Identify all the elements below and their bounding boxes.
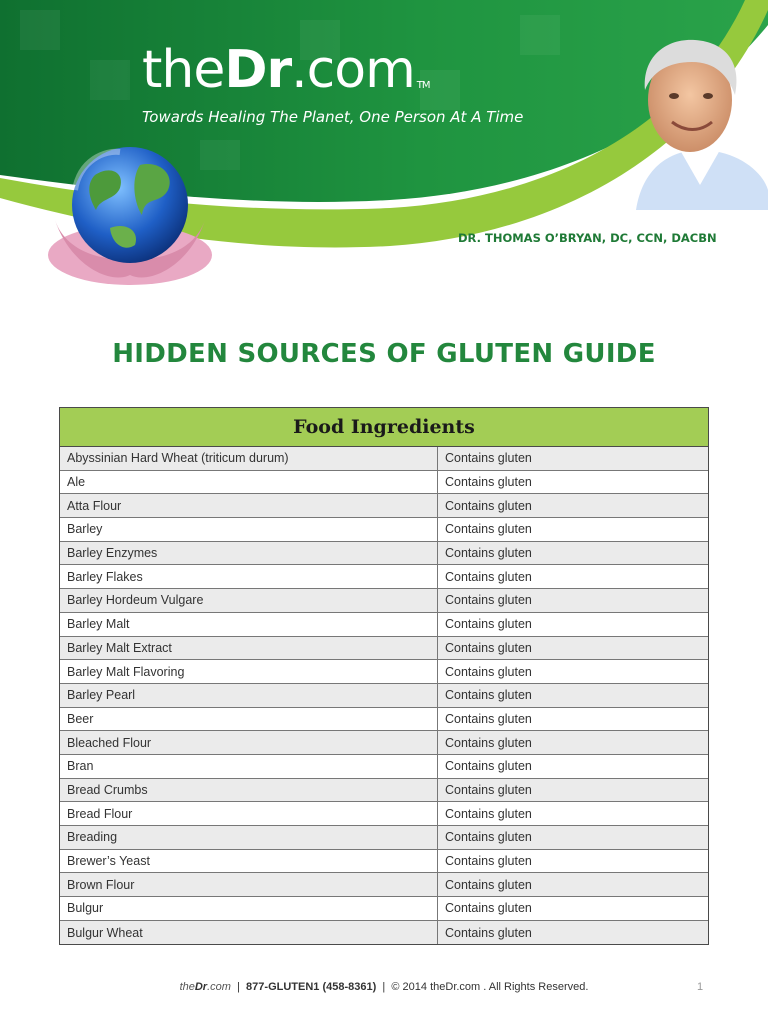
- ingredient-cell: Bleached Flour: [60, 731, 438, 754]
- table-row: [60, 589, 708, 613]
- table-row: [60, 471, 708, 495]
- gluten-status-cell: Contains gluten: [445, 806, 532, 821]
- ingredient-cell: Abyssinian Hard Wheat (triticum durum): [60, 447, 438, 470]
- table-row: [60, 613, 708, 637]
- table-row: [60, 494, 708, 518]
- table-row: [60, 826, 708, 850]
- doctor-portrait-photo: [636, 40, 768, 210]
- table-header: Food Ingredients: [60, 408, 708, 447]
- table-row: [60, 921, 708, 945]
- gluten-status-cell: Contains gluten: [445, 546, 532, 561]
- ingredient-cell: Bulgur Wheat: [60, 921, 438, 945]
- ingredient-cell: Barley Enzymes: [60, 542, 438, 565]
- table-row: [60, 542, 708, 566]
- ingredient-cell: Bulgur: [60, 897, 438, 920]
- document-title: HIDDEN SOURCES OF GLUTEN GUIDE: [112, 339, 656, 369]
- ingredient-cell: Beer: [60, 708, 438, 731]
- gluten-status-cell: Contains gluten: [445, 711, 532, 726]
- table-row: [60, 731, 708, 755]
- ingredient-cell: Ale: [60, 471, 438, 494]
- ingredients-table: [59, 407, 709, 945]
- gluten-status-cell: Contains gluten: [445, 475, 532, 490]
- gluten-status-cell: Contains gluten: [445, 877, 532, 892]
- gluten-status-cell: Contains gluten: [445, 451, 532, 466]
- ingredient-cell: Barley Pearl: [60, 684, 438, 707]
- gluten-status-cell: Contains gluten: [445, 569, 532, 584]
- ingredient-cell: Barley Hordeum Vulgare: [60, 589, 438, 612]
- footer-phone: 877-GLUTEN1 (458-8361): [246, 981, 377, 993]
- ingredient-cell: Breading: [60, 826, 438, 849]
- gluten-status-cell: Contains gluten: [445, 593, 532, 608]
- ingredient-cell: Brewer’s Yeast: [60, 850, 438, 873]
- footer-separator: |: [237, 981, 240, 993]
- header-banner: [0, 0, 768, 300]
- gluten-status-cell: Contains gluten: [445, 830, 532, 845]
- gluten-status-cell: Contains gluten: [445, 498, 532, 513]
- ingredient-cell: Bread Crumbs: [60, 779, 438, 802]
- site-logo: theDr.com ™: [142, 40, 430, 100]
- table-row: [60, 637, 708, 661]
- ingredient-cell: Bran: [60, 755, 438, 778]
- ingredient-cell: Bread Flour: [60, 802, 438, 825]
- ingredient-cell: Barley Flakes: [60, 565, 438, 588]
- table-row: [60, 850, 708, 874]
- footer-brand: theDr.com: [179, 981, 231, 993]
- tagline: Towards Healing The Planet, One Person At A Time: [142, 108, 524, 126]
- gluten-status-cell: Contains gluten: [445, 664, 532, 679]
- table-row: [60, 684, 708, 708]
- gluten-status-cell: Contains gluten: [445, 735, 532, 750]
- ingredient-cell: Barley: [60, 518, 438, 541]
- table-row: [60, 660, 708, 684]
- table-row: [60, 779, 708, 803]
- table-body: [60, 447, 708, 944]
- table-row: [60, 565, 708, 589]
- table-row: [60, 755, 708, 779]
- gluten-status-cell: Contains gluten: [445, 782, 532, 797]
- table-row: [60, 708, 708, 732]
- footer-separator: |: [382, 981, 386, 993]
- ingredient-cell: Barley Malt Extract: [60, 637, 438, 660]
- table-row: [60, 802, 708, 826]
- footer-copyright: © 2014 theDr.com . All Rights Reserved.: [391, 981, 589, 993]
- gluten-status-cell: Contains gluten: [445, 901, 532, 916]
- table-row: [60, 447, 708, 471]
- trademark-mark: TM: [416, 80, 430, 91]
- ingredient-cell: Barley Malt: [60, 613, 438, 636]
- gluten-status-cell: Contains gluten: [445, 688, 532, 703]
- gluten-status-cell: Contains gluten: [445, 522, 532, 537]
- gluten-status-cell: Contains gluten: [445, 640, 532, 655]
- gluten-status-cell: Contains gluten: [445, 759, 532, 774]
- page-footer: [0, 981, 768, 993]
- gluten-status-cell: Contains gluten: [445, 854, 532, 869]
- ingredient-cell: Atta Flour: [60, 494, 438, 517]
- page-number: 1: [697, 981, 704, 993]
- ingredient-cell: Brown Flour: [60, 873, 438, 896]
- gluten-status-cell: Contains gluten: [445, 925, 532, 940]
- table-row: [60, 518, 708, 542]
- table-row: [60, 897, 708, 921]
- doctor-credentials: DR. THOMAS O’BRYAN, DC, CCN, DACBN: [458, 231, 717, 245]
- ingredient-cell: Barley Malt Flavoring: [60, 660, 438, 683]
- gluten-status-cell: Contains gluten: [445, 617, 532, 632]
- table-row: [60, 873, 708, 897]
